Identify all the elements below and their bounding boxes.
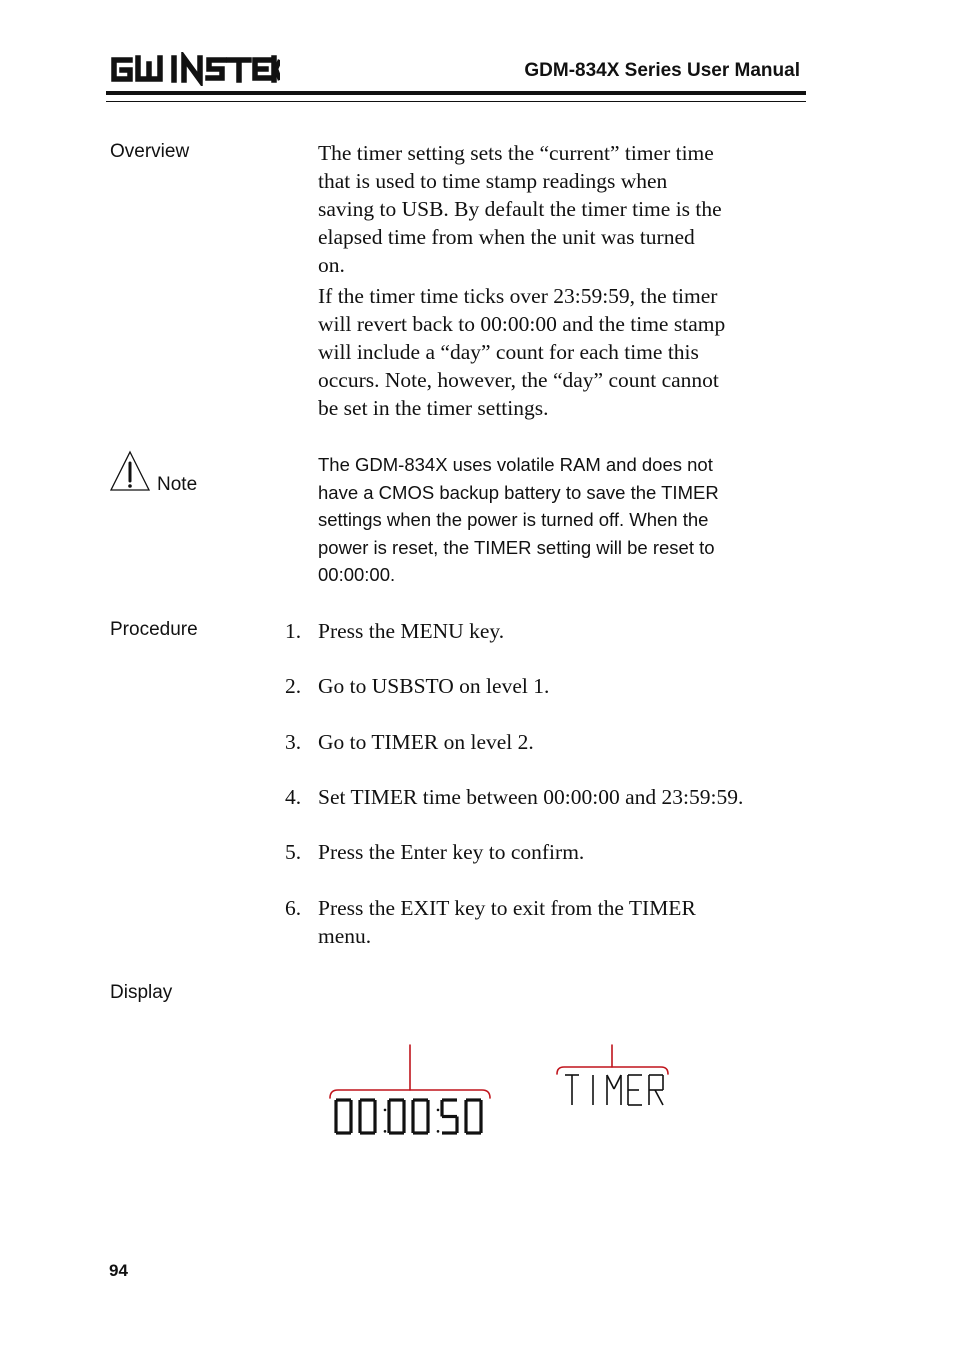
step-text (318, 894, 788, 950)
letter-segment (655, 1090, 663, 1105)
overview-paragraph-1 (318, 139, 798, 279)
letter-segment (607, 1075, 614, 1089)
text-line: occurs. Note, however, the “day” count cannot (318, 368, 719, 392)
gw-instek-logo (108, 52, 280, 86)
text-line: Press the EXIT key to exit from the TIMER (318, 896, 696, 920)
colon-dot (384, 1130, 387, 1133)
text-line: The GDM-834X uses volatile RAM and does not (318, 454, 713, 475)
sub-display-bracket (557, 1067, 668, 1074)
text-line: elapsed time from when the unit was turned (318, 225, 695, 249)
main-display-bracket (330, 1090, 490, 1098)
page-number: 94 (109, 1261, 128, 1280)
text-line: have a CMOS backup battery to save the TIMER (318, 481, 719, 503)
text-line: The timer setting sets the “current” timer time (318, 141, 714, 165)
colon-dot (384, 1109, 387, 1112)
text-line: that is used to time stamp readings when (318, 169, 668, 193)
text-line: on. (318, 253, 345, 277)
step-text: Press the MENU key. (318, 619, 505, 643)
note-paragraph (318, 451, 788, 589)
display-label: Display (110, 982, 173, 1003)
text-line: will include a “day” count for each time this (318, 340, 699, 364)
text-line: saving to USB. By default the timer time is the (318, 197, 722, 221)
text-line: 00:00:00. (318, 564, 396, 585)
manual-title: GDM-834X Series User Manual (524, 60, 800, 81)
step-number: 2. (285, 674, 302, 698)
step-text: Go to USBSTO on level 1. (318, 674, 550, 698)
text-line: settings when the power is turned off. When the (318, 509, 709, 530)
step-number: 4. (285, 785, 302, 809)
warning-icon (109, 450, 151, 492)
text-line: menu. (318, 924, 372, 948)
step-text: Set TIMER time between 00:00:00 and 23:59:59. (318, 785, 744, 809)
text-line: will revert back to 00:00:00 and the time stamp (318, 312, 726, 336)
procedure-label: Procedure (110, 619, 198, 640)
step-number: 1. (285, 619, 302, 643)
colon-dot (437, 1130, 440, 1133)
overview-label: Overview (110, 141, 190, 162)
step-text: Press the Enter key to confirm. (318, 840, 585, 864)
main-display-value (336, 1100, 481, 1133)
colon-dot (437, 1109, 440, 1112)
header-rule-thick (106, 91, 806, 95)
step-number: 6. (285, 896, 302, 920)
step-number: 3. (285, 730, 302, 754)
step-text: Go to TIMER on level 2. (318, 730, 534, 754)
text-line: power is reset, the TIMER setting will be reset to (318, 536, 715, 558)
letter-segment (614, 1075, 621, 1089)
header-rule-thin (106, 101, 806, 102)
overview-paragraph-2 (318, 282, 798, 422)
display-illustration (320, 1040, 680, 1150)
text-line: If the timer time ticks over 23:59:59, the timer (318, 284, 718, 308)
text-line: be set in the timer settings. (318, 396, 549, 420)
sub-display-value (565, 1075, 663, 1105)
step-number: 5. (285, 840, 302, 864)
note-label: Note (157, 474, 198, 495)
